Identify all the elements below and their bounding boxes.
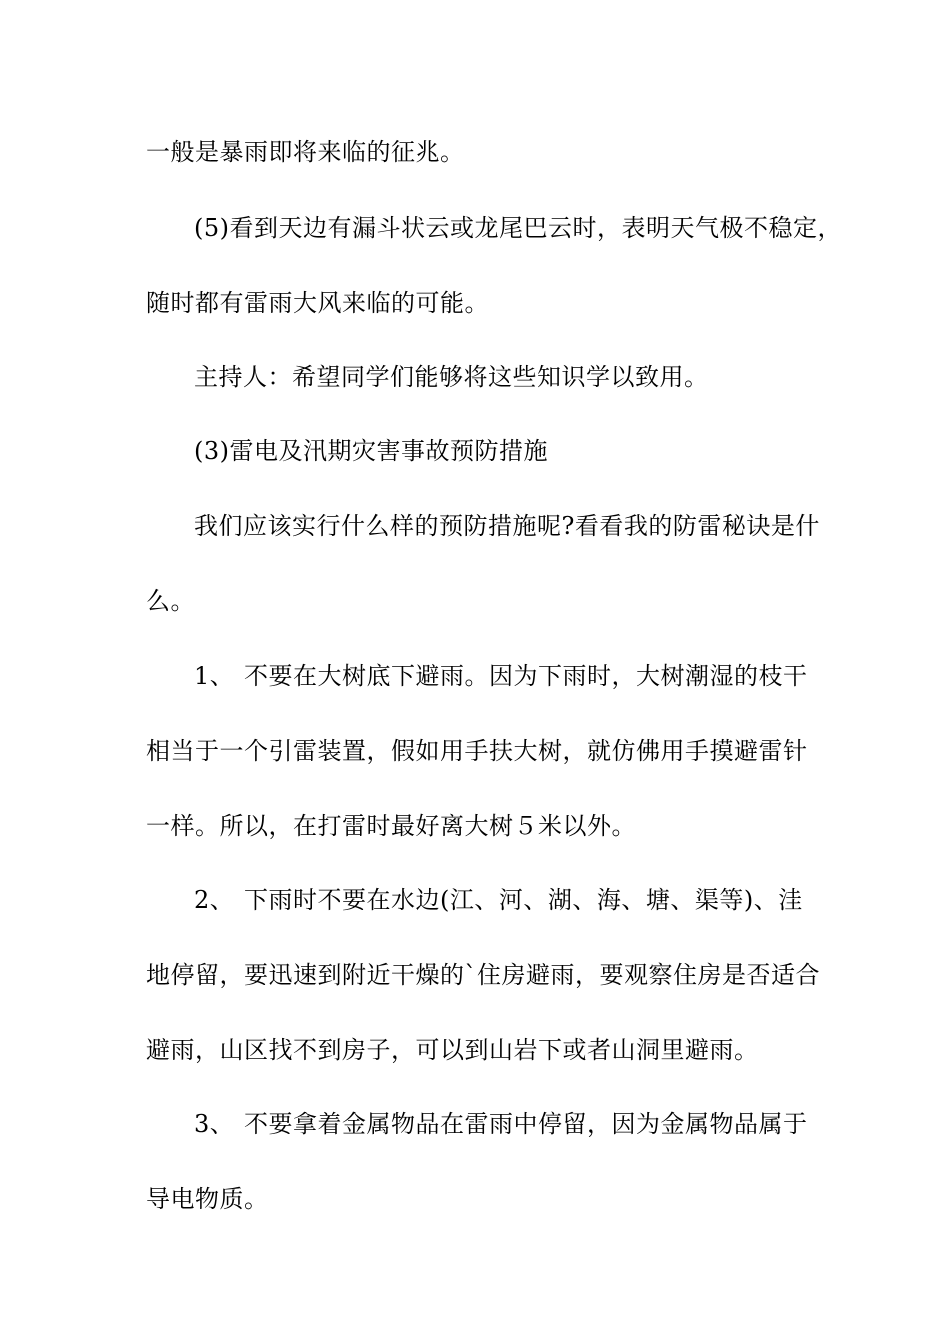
paragraph-line: 一般是暴雨即将来临的征兆。 [146,138,465,166]
list-item-number: 1、 [194,662,235,690]
paragraph-line: 导电物质。 [146,1185,269,1213]
paragraph-line: 我们应该实行什么样的预防措施呢?看看我的防雷秘诀是什 [194,512,820,540]
list-item-text: 下雨时不要在水边(江、河、湖、海、塘、渠等)、洼 [244,886,803,914]
paragraph-line: 随时都有雷雨大风来临的可能。 [146,289,489,317]
paragraph-line: 么。 [146,587,195,615]
paragraph-line: (5)看到天边有漏斗状云或龙尾巴云时，表明天气极不稳定， [194,214,842,242]
list-item [194,880,874,920]
list-item [194,1104,874,1144]
list-item-text: 不要在大树底下避雨。因为下雨时，大树潮湿的枝干 [244,662,808,690]
paragraph-line: 一样。所以，在打雷时最好离大树５米以外。 [146,812,636,840]
list-item-number: 3、 [194,1110,235,1138]
paragraph-line: 避雨，山区找不到房子，可以到山岩下或者山洞里避雨。 [146,1036,759,1064]
paragraph-line: 地停留，要迅速到附近干燥的`住房避雨，要观察住房是否适合 [146,961,820,989]
list-item [194,656,874,696]
list-item-number: 2、 [194,886,235,914]
paragraph-line: 主持人：希望同学们能够将这些知识学以致用。 [194,363,709,391]
paragraph-line: 相当于一个引雷装置，假如用手扶大树，就仿佛用手摸避雷针 [146,737,808,765]
section-heading: (3)雷电及汛期灾害事故预防措施 [194,437,548,465]
list-item-text: 不要拿着金属物品在雷雨中停留，因为金属物品属于 [244,1110,808,1138]
